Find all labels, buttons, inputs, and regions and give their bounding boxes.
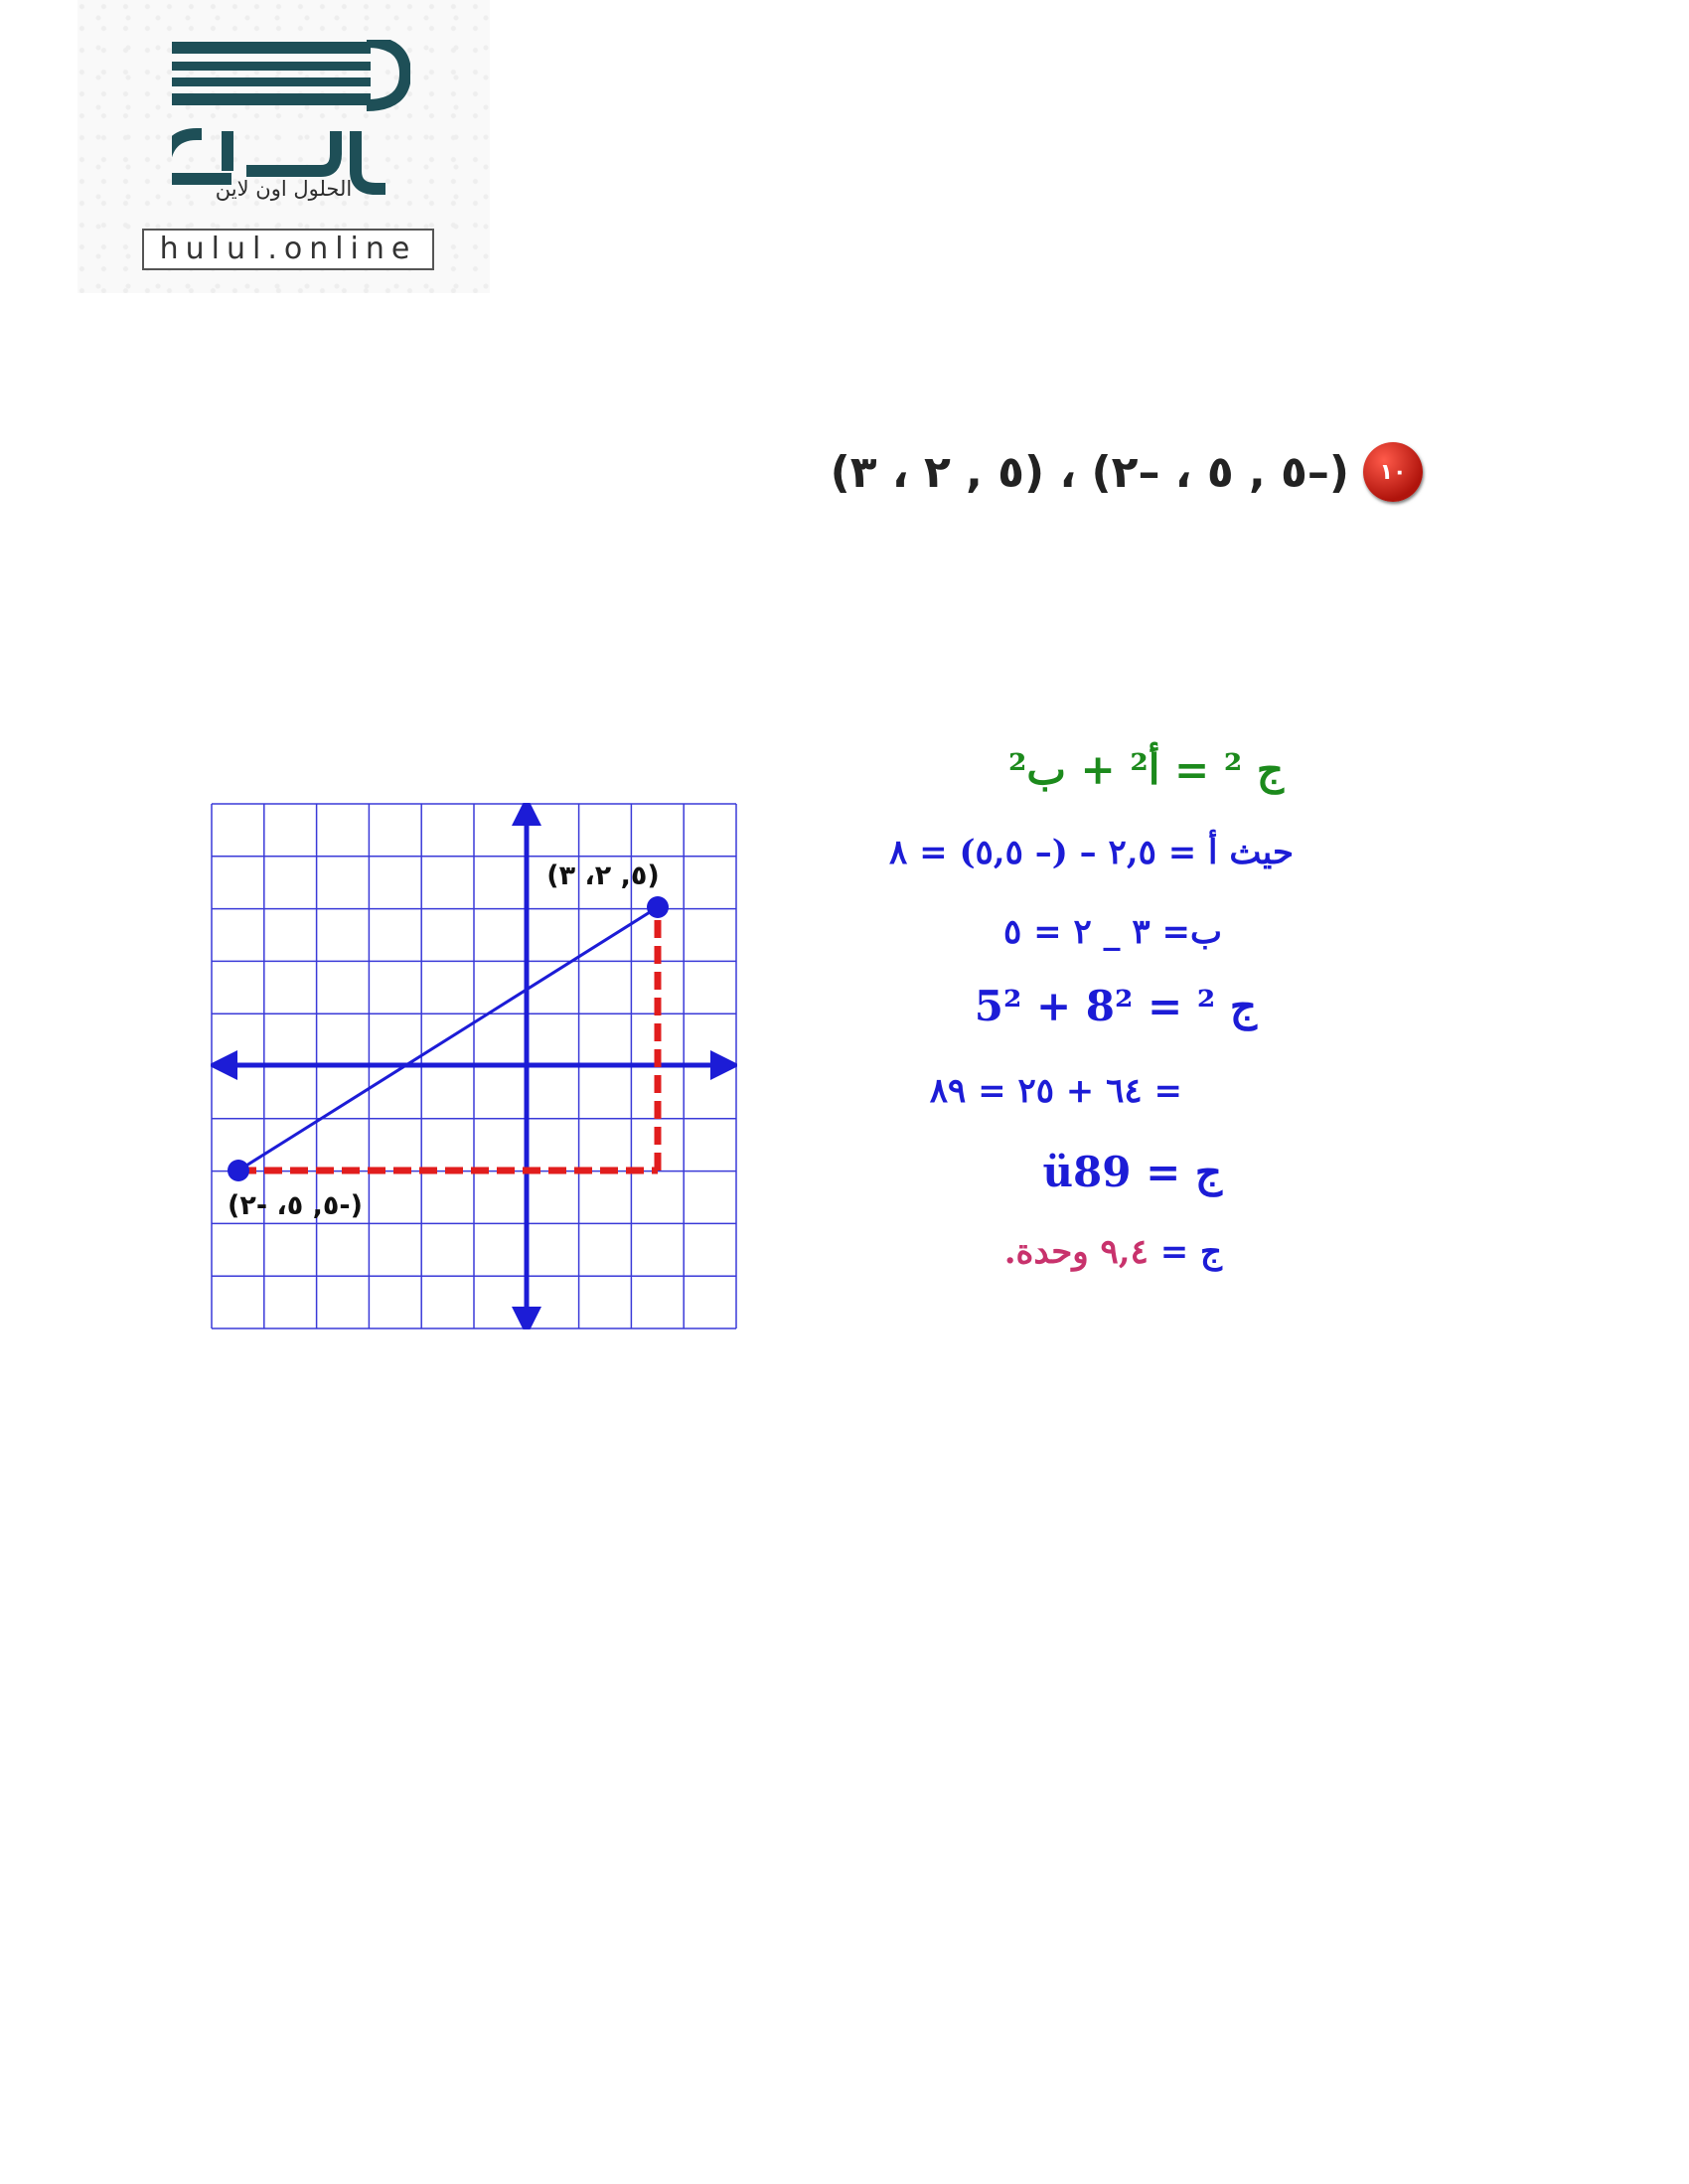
segment — [238, 907, 658, 1170]
problem-points: (–٥ , ٥ ، –٢) ، (٥ , ٢ ، ٣) — [830, 446, 1349, 498]
solution-line-squares: ج ² = 8² + 5² — [974, 982, 1257, 1030]
problem-statement — [831, 442, 1423, 502]
hulul-logo — [77, 0, 490, 293]
point-b — [228, 1160, 249, 1181]
solution-line-result — [1004, 1232, 1222, 1272]
solution-line-sum: = ٦٤ + ٢٥ = ٨٩ — [929, 1071, 1182, 1111]
coordinate-graph — [211, 803, 737, 1329]
logo-tagline: الحلول اون لاين — [215, 177, 353, 201]
result-value: ٩,٤ وحدة. — [1003, 1232, 1149, 1272]
solution-line-b: ب= ٣ _ ٢ = ٥ — [1003, 912, 1222, 952]
point-b-label: (-٥, ٥، -٢) — [228, 1190, 363, 1221]
logo-url: hulul.online — [142, 229, 434, 270]
result-prefix: ج = — [1159, 1232, 1222, 1272]
point-a-label: (٥, ٢، ٣) — [546, 860, 660, 891]
solution-line-root: ج = ü89 — [1042, 1148, 1222, 1196]
formula-line: ج ² = أ² + ب² — [1007, 745, 1284, 794]
problem-number-badge: ١٠ — [1363, 442, 1423, 502]
solution-line-a: حيث أ = ٢,٥ – (– ٥,٥) = ٨ — [889, 833, 1294, 872]
point-a — [647, 896, 669, 918]
